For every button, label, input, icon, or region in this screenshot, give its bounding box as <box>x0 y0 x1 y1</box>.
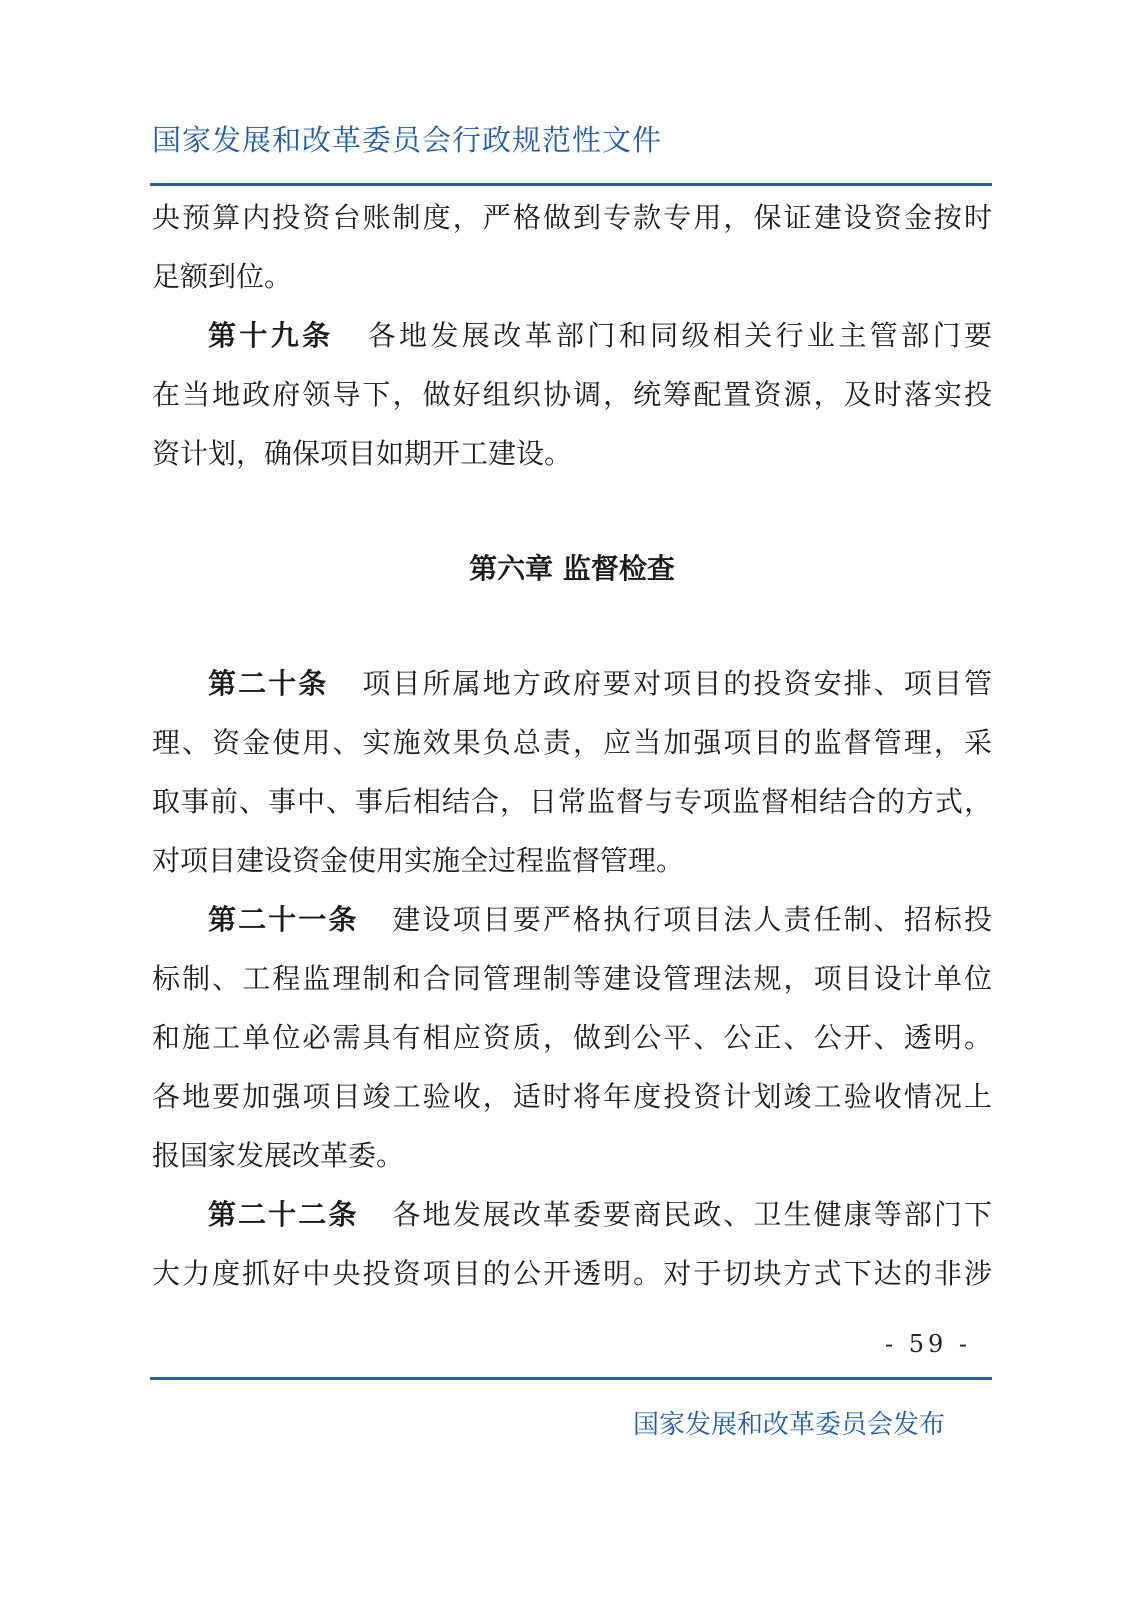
body-line: 标制、工程监理制和合同管理制等建设管理法规，项目设计单位 <box>152 962 992 995</box>
document-header-title: 国家发展和改革委员会行政规范性文件 <box>152 123 663 157</box>
footer-divider <box>150 1377 992 1380</box>
article-text: 各地发展改革部门和同级相关行业主管部门要 <box>367 319 992 352</box>
body-line: 资计划，确保项目如期开工建设。 <box>152 437 573 470</box>
body-line: 对项目建设资金使用实施全过程监督管理。 <box>152 844 685 877</box>
article-text: 建设项目要严格执行项目法人责任制、招标投 <box>392 903 992 936</box>
article-number: 第二十条 <box>208 667 329 700</box>
publisher-footer: 国家发展和改革委员会发布 <box>632 1410 945 1440</box>
article-text: 各地发展改革委要商民政、卫生健康等部门下 <box>392 1198 992 1231</box>
document-body <box>152 188 992 1303</box>
body-line: 取事前、事中、事后相结合，日常监督与专项监督相结合的方式， <box>152 785 992 818</box>
body-line: 央预算内投资台账制度，严格做到专款专用，保证建设资金按时 <box>152 201 992 234</box>
body-line: 大力度抓好中央投资项目的公开透明。对于切块方式下达的非涉 <box>152 1257 992 1290</box>
body-line: 在当地政府领导下，做好组织协调，统筹配置资源，及时落实投 <box>152 378 992 411</box>
article-22-first-line <box>152 1185 992 1244</box>
article-number: 第二十二条 <box>208 1198 359 1231</box>
article-number: 第十九条 <box>208 319 334 352</box>
article-21-first-line <box>152 890 992 949</box>
article-19-first-line <box>152 306 992 365</box>
header-divider <box>150 183 992 186</box>
body-line: 足额到位。 <box>152 260 293 293</box>
body-line: 各地要加强项目竣工验收，适时将年度投资计划竣工验收情况上 <box>152 1080 992 1113</box>
article-20-first-line <box>152 654 992 713</box>
page-number: - 59 - <box>884 1330 971 1358</box>
body-line: 报国家发展改革委。 <box>152 1139 405 1172</box>
article-number: 第二十一条 <box>208 903 359 936</box>
body-line: 和施工单位必需具有相应资质，做到公平、公正、公开、透明。 <box>152 1021 992 1054</box>
article-text: 项目所属地方政府要对项目的投资安排、项目管 <box>362 667 992 700</box>
chapter-heading: 第六章 监督检查 <box>469 552 675 585</box>
body-line: 理、资金使用、实施效果负总责，应当加强项目的监督管理，采 <box>152 726 992 759</box>
